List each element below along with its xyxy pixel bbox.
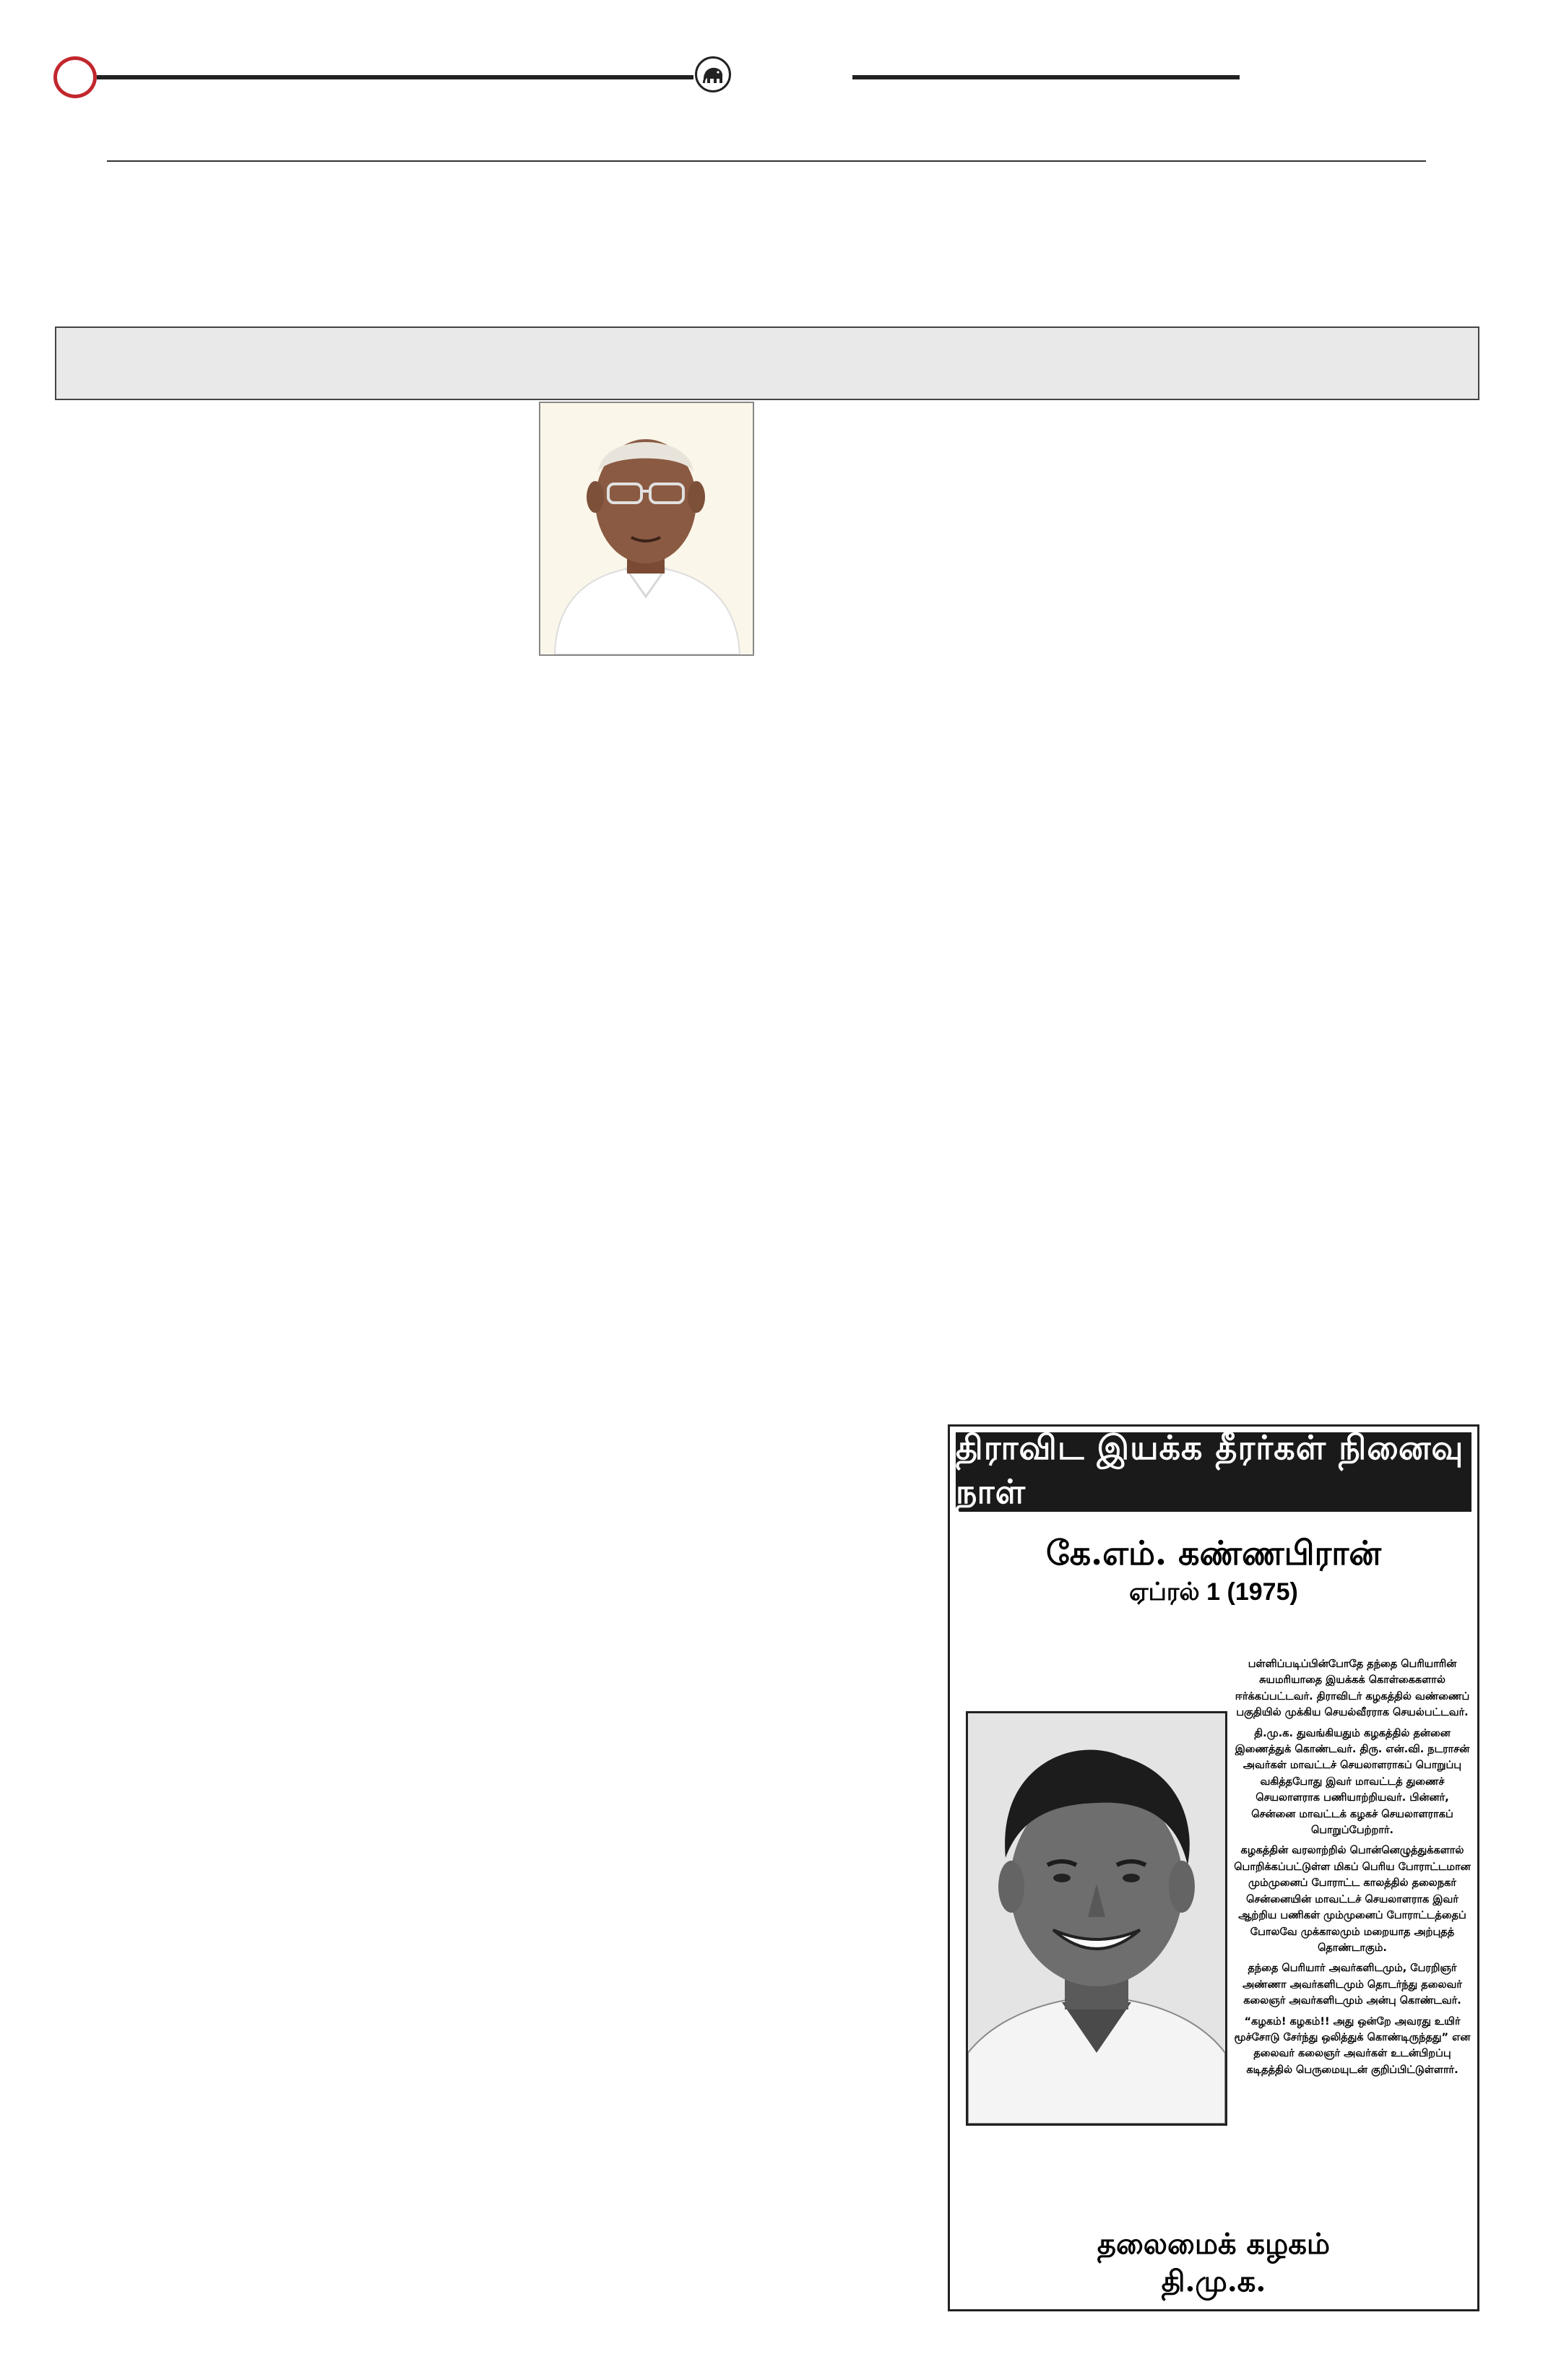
section-heading-band [55,326,1479,400]
ad-footer-party: தி.மு.க. [1161,2264,1266,2298]
ad-biography [1233,1656,1471,2082]
ad-title: திராவிட இயக்க தீரர்கள் நினைவு நாள் [956,1432,1471,1512]
ad-date: ஏப்ரல் 1 (1975) [1129,1578,1298,1606]
ad-bio-paragraph: தி.மு.க. துவங்கியதும் கழகத்தில் தன்னை இணைத்துக் கொண்டவர். திரு. என்.வி. நடராசன் அவர்கள் மாவட்டச் செயலாளராகப் பொறுப்பு வகித்தபோது இவர் மாவட்டத் துணைச் செயலாளராக பணியாற்றியவர். பின்னர், சென்னை மாவட்டக் கழகச் செயலாளராகப் பொறுப்பேற்றார். [1235,1727,1470,1837]
masthead-rule-right [852,75,1240,79]
ad-portrait-photo [966,1711,1227,2126]
header-divider [107,160,1426,162]
page-marker-circle-icon [53,56,97,98]
ad-bio-paragraph: தந்தை பெரியார் அவர்களிடமும், பேரறிஞர் அண்ணா அவர்களிடமும் தொடர்ந்து தலைவர் கலைஞர் அவர்களிடமும் அன்பு கொண்டவர். [1242,1963,1462,2007]
elephant-emblem-glyph [701,64,725,85]
ad-bio-paragraph: கழகத்தின் வரலாற்றில் பொன்னெழுத்துக்களால் பொறிக்கப்பட்டுள்ள மிகப் பெரிய போராட்டமான மும்முனைப் போராட்ட காலத்தில் தலைநகர் சென்னையின் மாவட்டச் செயலாளராக இவர் ஆற்றிய பணிகள் மும்முனைப் போராட்டத்தைப் போலவே முக்காலமும் மறையாத அற்புதத் தொண்டாகும். [1234,1845,1471,1954]
portrait-photo-elderly-man [539,402,754,656]
ad-person-name: கே.எம். கண்ணபிரான் [1046,1533,1381,1572]
elephant-emblem-icon [695,56,731,92]
ad-bio-paragraph: “கழகம்! கழகம்!! அது ஒன்றே அவரது உயிர் மூச்சோடு சேர்ந்து ஒலித்துக் கொண்டிருந்தது” என தலைவர் கலைஞர் அவர்கள் உடன்பிறப்பு கடிதத்தில் பெருமையுடன் குறிப்பிட்டுள்ளார். [1234,2015,1471,2076]
masthead-rule-left [97,75,693,79]
memorial-advertisement [948,1424,1479,2311]
ad-bio-paragraph: பள்ளிப்படிப்பின்போதே தந்தை பெரியாரின் சுயமரியாதை இயக்கக் கொள்கைகளால் ஈர்க்கப்பட்டவர். திராவிடர் கழகத்தில் வண்ணைப் பகுதியில் முக்கிய செயல்வீரராக செயல்பட்டவர். [1235,1658,1470,1719]
ad-footer-organization: தலைமைக் கழகம் [1097,2227,1331,2261]
